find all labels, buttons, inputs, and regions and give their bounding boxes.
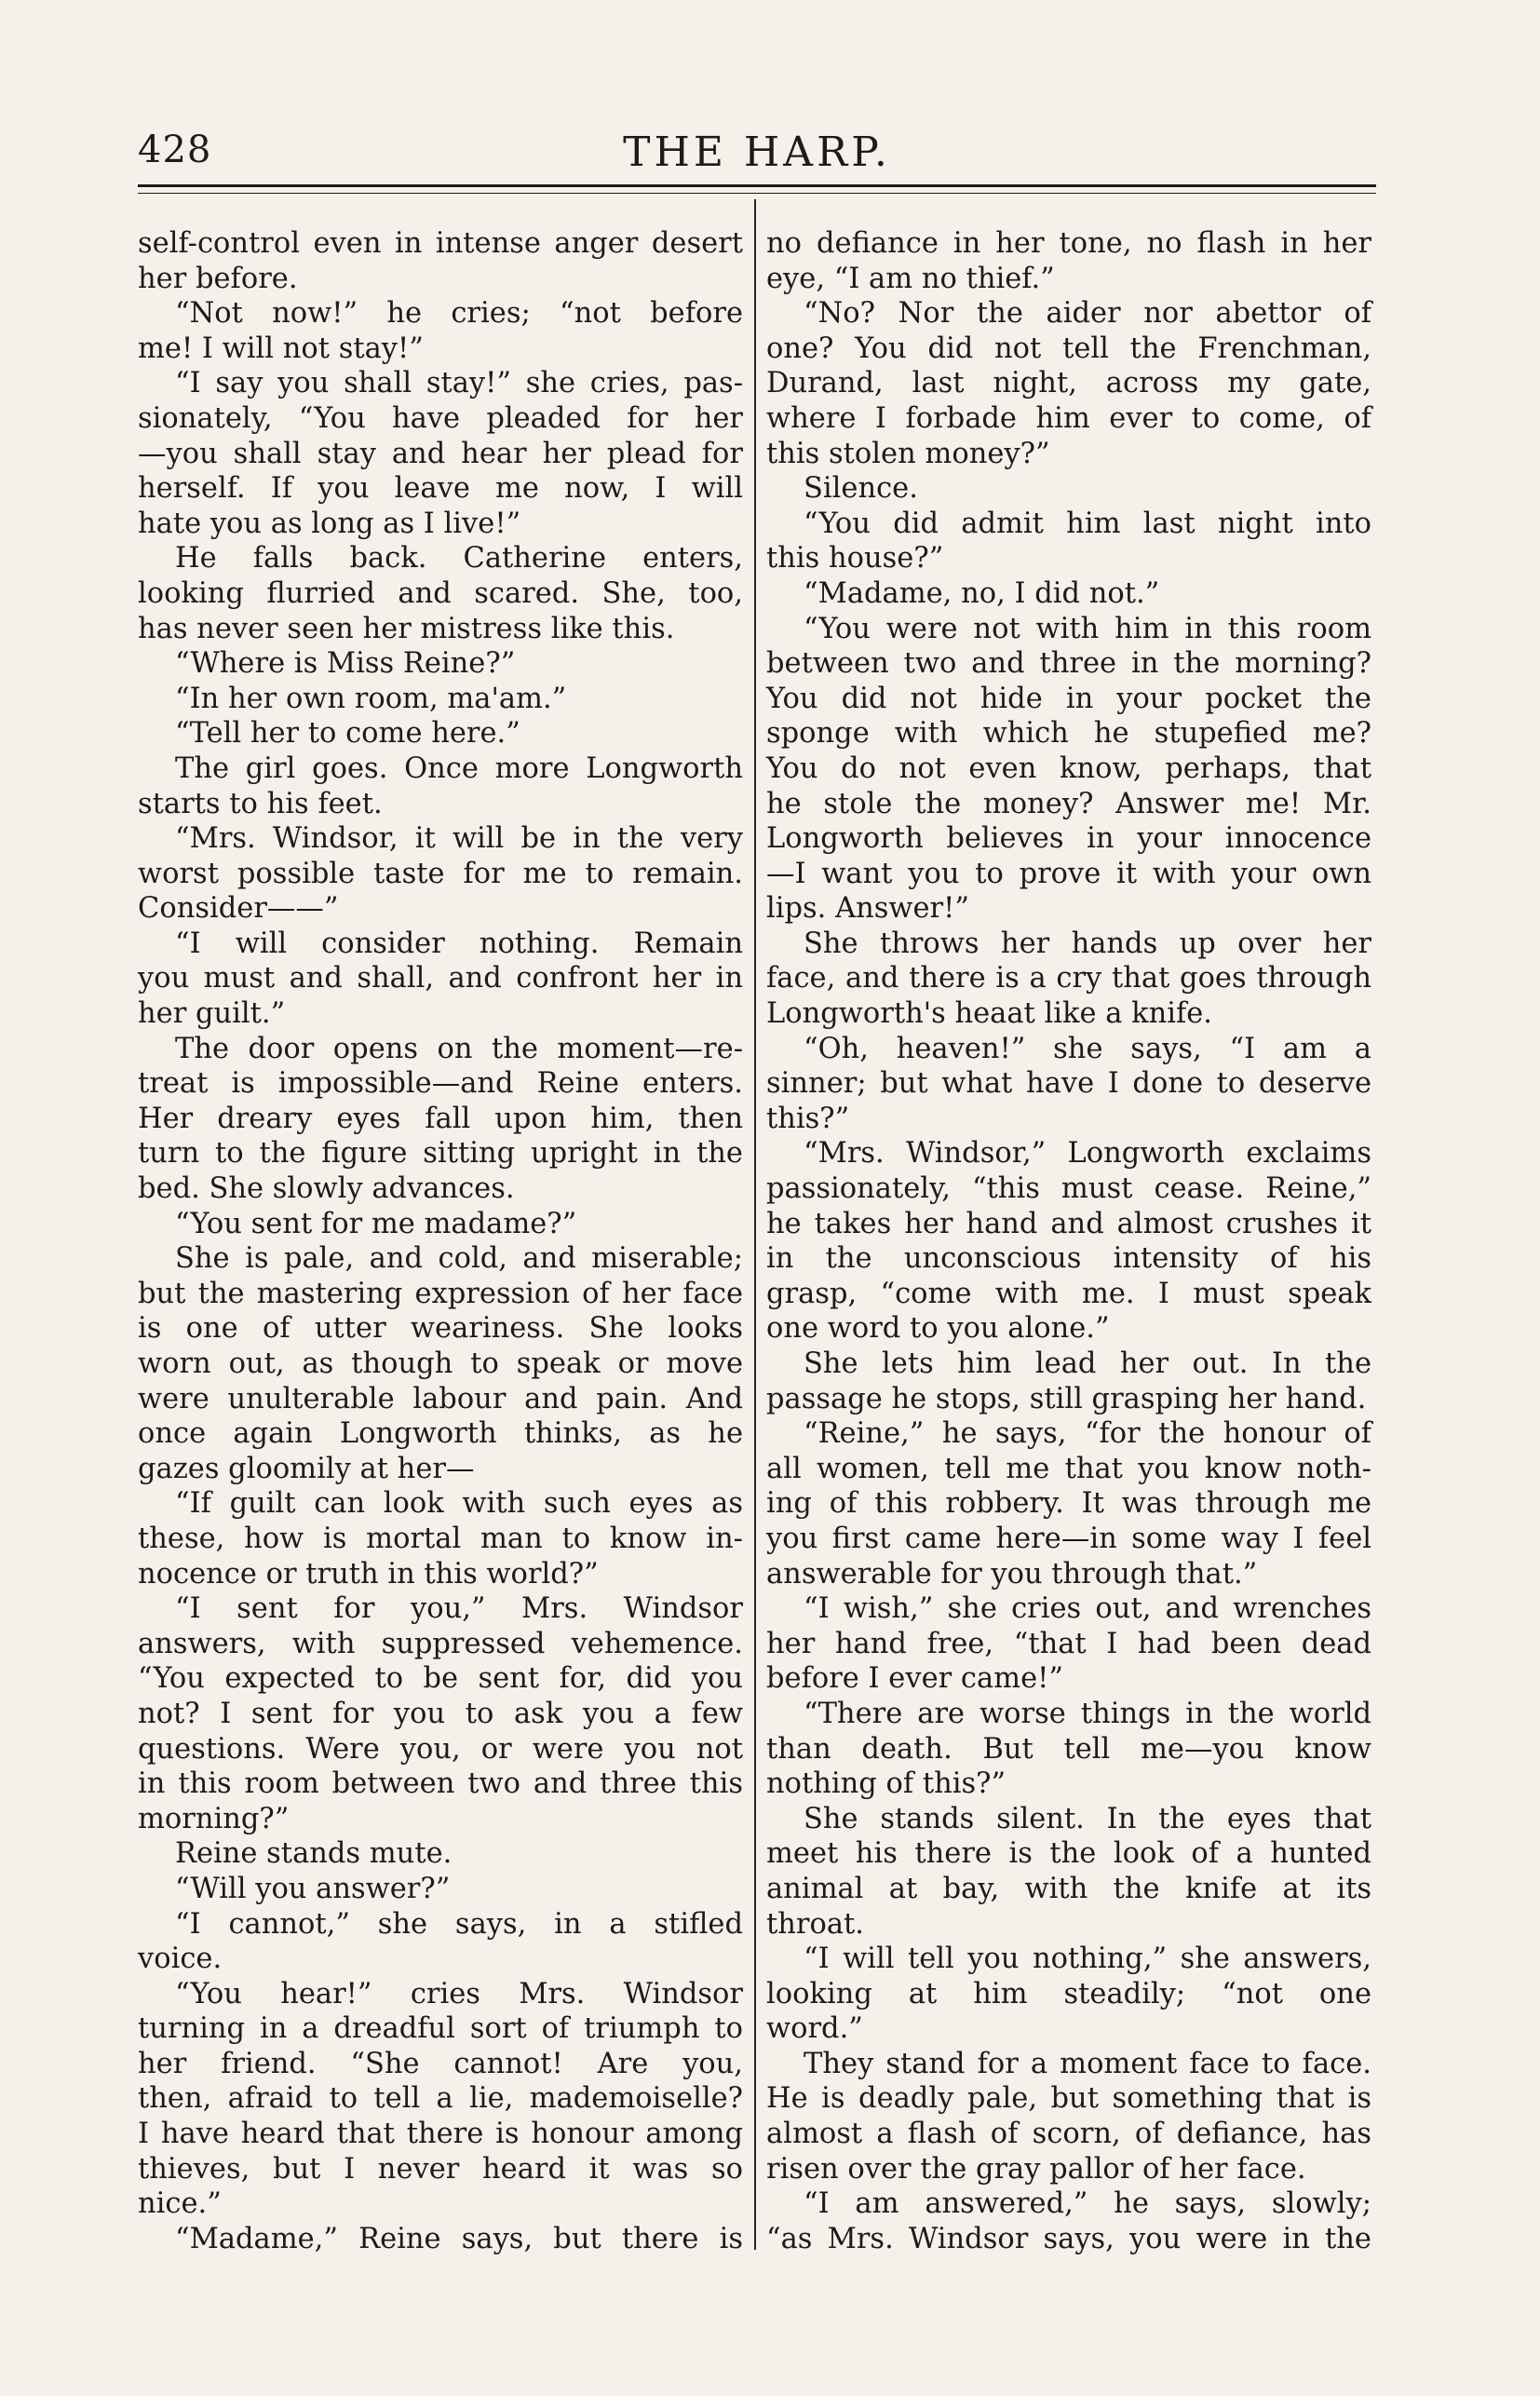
- text-line: almost a flash of scorn, of defiance, has: [766, 2118, 1371, 2151]
- text-line: “Reine,” he says, “for the honour of: [804, 1417, 1371, 1451]
- text-line: “I wish,” she cries out, and wrenches: [804, 1592, 1371, 1626]
- text-line: “If guilt can look with such eyes as: [175, 1487, 743, 1521]
- text-line: He falls back. Catherine enters,: [175, 542, 743, 575]
- text-line: he takes her hand and almost crushes it: [766, 1207, 1371, 1240]
- text-line: worn out, as though to speak or move: [138, 1347, 743, 1380]
- text-line: you must and shall, and confront her in: [138, 962, 743, 995]
- text-line: one? You did not tell the Frenchman,: [766, 332, 1371, 365]
- text-line: nice.”: [138, 2187, 222, 2221]
- text-line: sponge with which he stupefied me?: [766, 717, 1371, 751]
- text-line: herself. If you leave me now, I will: [138, 472, 743, 506]
- text-line: “Madame,” Reine says, but there is: [175, 2222, 743, 2255]
- page-header: [138, 129, 1376, 184]
- text-line: Consider——”: [138, 892, 339, 926]
- text-line: me! I will not stay!”: [138, 332, 424, 365]
- text-line: —I want you to prove it with your own: [766, 857, 1371, 890]
- text-line: “In her own room, ma'am.”: [175, 682, 567, 715]
- text-line: answerable for you through that.”: [766, 1557, 1258, 1591]
- text-line: her before.: [138, 262, 298, 295]
- text-line: Silence.: [804, 472, 918, 506]
- text-line: hate you as long as I live!”: [138, 507, 521, 540]
- text-line: voice.: [138, 1943, 223, 1976]
- text-line: eye, “I am no thief.”: [766, 262, 1055, 295]
- text-line: then, afraid to tell a lie, mademoiselle?: [138, 2082, 743, 2116]
- text-line: The girl goes. Once more Longworth: [175, 751, 743, 785]
- text-line: thieves, but I never heard it was so: [138, 2152, 743, 2186]
- column-divider: [754, 199, 756, 2250]
- text-line: one word to you alone.”: [766, 1312, 1110, 1346]
- text-line: bed. She slowly advances.: [138, 1172, 515, 1206]
- text-line: has never seen her mistress like this.: [138, 612, 675, 645]
- text-line: “You did admit him last night into: [804, 507, 1371, 540]
- text-line: not? I sent for you to ask you a few: [138, 1697, 743, 1730]
- text-line: “You were not with him in this room: [804, 612, 1371, 645]
- text-line: he stole the money? Answer me! Mr.: [766, 787, 1371, 820]
- text-line: treat is impossible—and Reine enters.: [138, 1067, 743, 1101]
- text-line: “I am answered,” he says, slowly;: [804, 2187, 1371, 2221]
- text-line: gazes gloomily at her—: [138, 1452, 475, 1485]
- text-line: starts to his feet.: [138, 787, 383, 820]
- text-line: lips. Answer!”: [766, 892, 969, 926]
- text-line: “Will you answer?”: [175, 1872, 451, 1905]
- text-line: once again Longworth thinks, as he: [138, 1417, 743, 1451]
- text-line: “I will tell you nothing,” she answers,: [804, 1943, 1371, 1976]
- text-line: I have heard that there is honour among: [138, 2118, 743, 2151]
- text-line: passage he stops, still grasping her hand.: [766, 1382, 1367, 1415]
- text-line: this stolen money?”: [766, 437, 1050, 470]
- text-line: between two and three in the morning?: [766, 647, 1371, 681]
- text-line: where I forbade him ever to come, of: [766, 401, 1371, 435]
- text-line: ing of this robbery. It was through me: [766, 1487, 1371, 1521]
- text-line: Longworth's heaat like a knife.: [766, 997, 1213, 1031]
- text-line: answers, with suppressed vehemence.: [138, 1627, 743, 1660]
- text-line: in this room between two and three this: [138, 1767, 743, 1801]
- text-line: “Mrs. Windsor, it will be in the very: [175, 822, 743, 856]
- text-line: before I ever came!”: [766, 1662, 1063, 1696]
- text-line: meet his there is the look of a hunted: [766, 1837, 1371, 1871]
- text-line: “You sent for me madame?”: [175, 1207, 577, 1240]
- text-line: no defiance in her tone, no flash in her: [766, 227, 1371, 260]
- text-line: —you shall stay and hear her plead for: [138, 437, 743, 470]
- text-line: He is deadly pale, but something that is: [766, 2082, 1371, 2116]
- text-line: “I say you shall stay!” she cries, pas-: [175, 367, 743, 400]
- text-line: They stand for a moment face to face.: [804, 2047, 1371, 2080]
- text-line: self-control even in intense anger desert: [138, 227, 743, 260]
- text-line: “I sent for you,” Mrs. Windsor: [175, 1592, 743, 1626]
- text-line: “Madame, no, I did not.”: [804, 576, 1160, 610]
- text-line: her friend. “She cannot! Are you,: [138, 2047, 743, 2080]
- text-line: this?”: [766, 1102, 850, 1135]
- text-line: Reine stands mute.: [175, 1837, 453, 1871]
- text-line: morning?”: [138, 1802, 290, 1835]
- text-line: risen over the gray pallor of her face.: [766, 2152, 1306, 2186]
- text-line: You did not hide in your pocket the: [766, 682, 1371, 715]
- text-line: than death. But tell me—you know: [766, 1732, 1371, 1766]
- text-line: these, how is mortal man to know in-: [138, 1522, 743, 1555]
- text-line: Durand, last night, across my gate,: [766, 367, 1371, 400]
- text-line: but the mastering expression of her face: [138, 1277, 743, 1310]
- text-line: sinner; but what have I done to deserve: [766, 1067, 1371, 1101]
- text-line: “Tell her to come here.”: [175, 717, 520, 751]
- text-line: “as Mrs. Windsor says, you were in the: [766, 2222, 1371, 2255]
- text-line: word.”: [766, 2012, 863, 2046]
- text-line: all women, tell me that you know noth-: [766, 1452, 1371, 1485]
- text-line: “Oh, heaven!” she says, “I am a: [804, 1032, 1371, 1065]
- text-line: “Mrs. Windsor,” Longworth exclaims: [804, 1137, 1371, 1171]
- text-line: nocence or truth in this world?”: [138, 1557, 599, 1591]
- right-column: [766, 226, 1371, 2256]
- text-line: worst possible taste for me to remain.: [138, 857, 743, 890]
- running-title: THE HARP.: [623, 129, 891, 176]
- text-line: sionately, “You have pleaded for her: [138, 401, 743, 435]
- left-column: [138, 226, 743, 2256]
- text-line: She throws her hands up over her: [804, 927, 1371, 960]
- header-rule-thick: [138, 184, 1376, 187]
- text-line: She lets him lead her out. In the: [804, 1347, 1371, 1380]
- text-line: looking flurried and scared. She, too,: [138, 576, 743, 610]
- text-line: Longworth believes in your innocence: [766, 822, 1371, 856]
- text-line: is one of utter weariness. She looks: [138, 1312, 743, 1346]
- text-line: “I cannot,” she says, in a stifled: [175, 1907, 743, 1941]
- text-line: She is pale, and cold, and miserable;: [175, 1242, 743, 1276]
- text-line: were unulterable labour and pain. And: [138, 1382, 743, 1415]
- text-line: face, and there is a cry that goes through: [766, 962, 1371, 995]
- text-line: Her dreary eyes fall upon him, then: [138, 1102, 743, 1135]
- text-line: questions. Were you, or were you not: [138, 1732, 743, 1766]
- text-line: “You hear!” cries Mrs. Windsor: [175, 1977, 743, 2010]
- text-line: “Not now!” he cries; “not before: [175, 297, 743, 331]
- text-line: her hand free, “that I had been dead: [766, 1627, 1371, 1660]
- text-line: grasp, “come with me. I must speak: [766, 1277, 1371, 1310]
- text-line: throat.: [766, 1907, 864, 1941]
- text-line: “No? Nor the aider nor abettor of: [804, 297, 1371, 331]
- text-line: turning in a dreadful sort of triumph to: [138, 2012, 743, 2046]
- text-line: “I will consider nothing. Remain: [175, 927, 743, 960]
- page-number: 428: [138, 129, 212, 171]
- text-line: “You expected to be sent for, did you: [138, 1662, 743, 1696]
- text-line: animal at bay, with the knife at its: [766, 1872, 1371, 1905]
- text-line: “Where is Miss Reine?”: [175, 647, 516, 681]
- text-line: She stands silent. In the eyes that: [804, 1802, 1371, 1835]
- text-line: passionately, “this must cease. Reine,”: [766, 1172, 1371, 1206]
- text-line: The door opens on the moment—re-: [175, 1032, 743, 1065]
- text-line: you first came here—in some way I feel: [766, 1522, 1371, 1555]
- text-line: You do not even know, perhaps, that: [766, 751, 1371, 785]
- text-line: her guilt.”: [138, 997, 286, 1031]
- text-line: in the unconscious intensity of his: [766, 1242, 1371, 1276]
- text-line: looking at him steadily; “not one: [766, 1977, 1371, 2010]
- text-line: turn to the figure sitting upright in the: [138, 1137, 743, 1171]
- text-line: nothing of this?”: [766, 1767, 1006, 1801]
- text-line: this house?”: [766, 542, 944, 575]
- text-line: “There are worse things in the world: [804, 1697, 1371, 1730]
- header-rule-thin: [138, 193, 1376, 194]
